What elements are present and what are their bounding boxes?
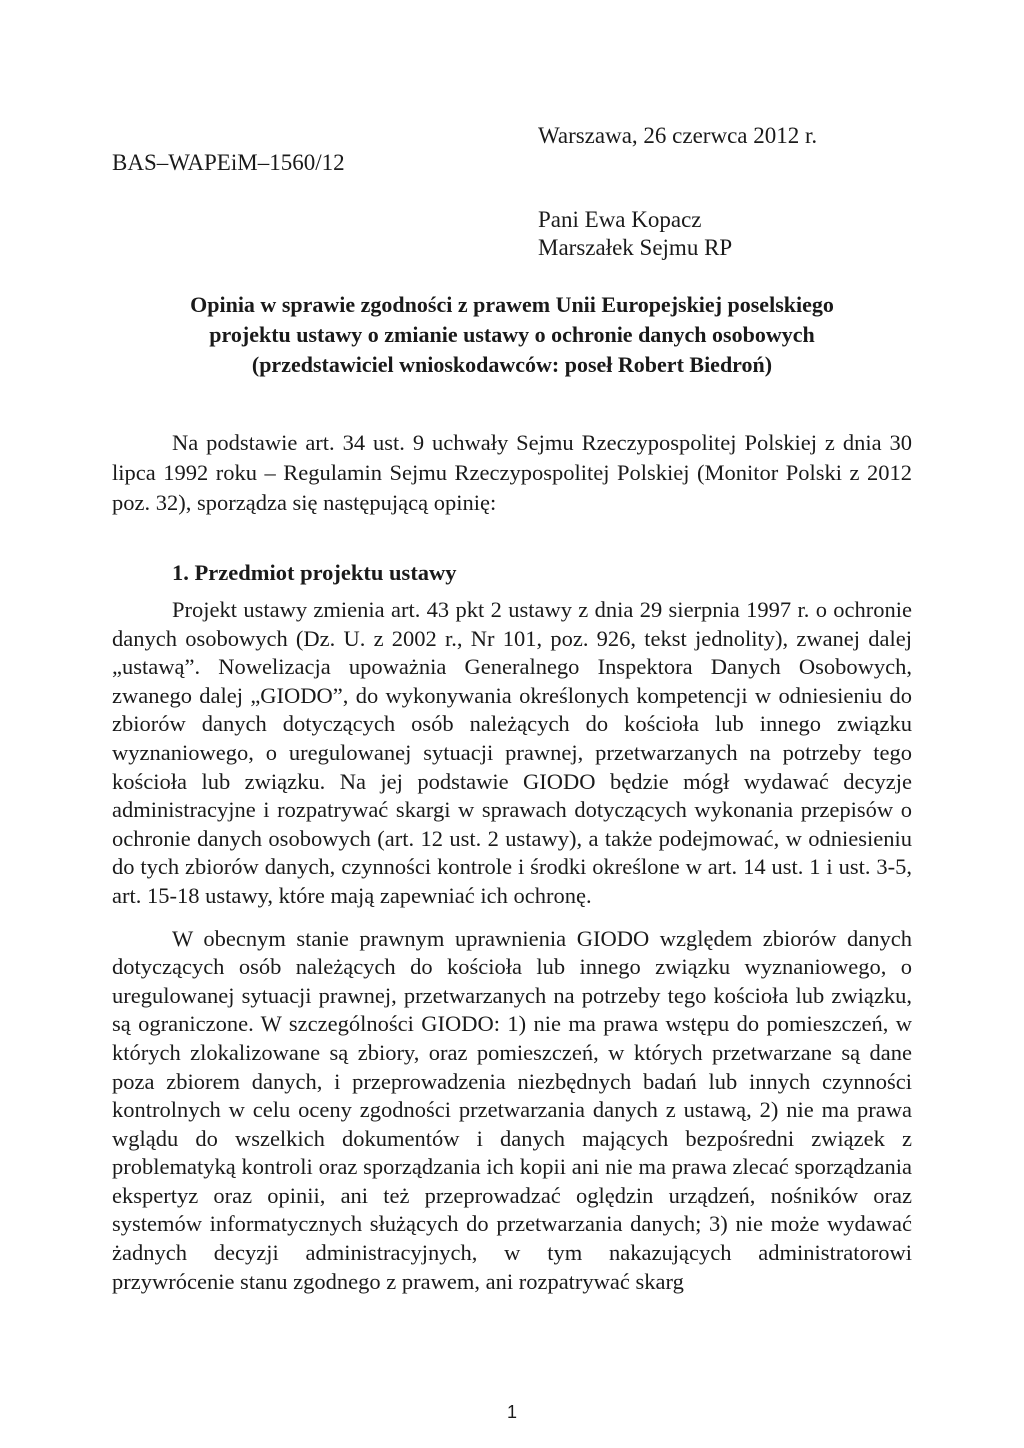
- document-title-line: projektu ustawy o zmianie ustawy o ochronie danych osobowych: [209, 322, 815, 347]
- document-date: Warszawa, 26 czerwca 2012 r.: [538, 123, 818, 148]
- document-title: [112, 290, 912, 380]
- addressee-name: Pani Ewa Kopacz: [538, 207, 702, 232]
- document-reference-number: BAS–WAPEiM–1560/12: [112, 150, 345, 175]
- intro-section: [112, 428, 912, 518]
- page-number: 1: [506, 1402, 517, 1422]
- intro-paragraph: Na podstawie art. 34 ust. 9 uchwały Sejmu Rzeczypospolitej Polskiej z dnia 30 lipca 1992 roku – Regulamin Sejmu Rzeczypospolitej Polskiej (Monitor Polski z 2012 poz. 32), sporządza się następującą opinię:: [112, 430, 912, 515]
- body-paragraph: Projekt ustawy zmienia art. 43 pkt 2 ustawy z dnia 29 sierpnia 1997 r. o ochronie danych osobowych (Dz. U. z 2002 r., Nr 101, poz. 926, tekst jednolity), zwanej dalej „ustawą”. Nowelizacja upoważnia Generalnego Inspektora Danych Osobowych, zwanego dalej „GIODO”, do wykonywania określonych kompetencji w odniesieniu do zbiorów danych dotyczących osób należących do kościoła lub innego związku wyznaniowego, o uregulowanej sytuacji prawnej, przetwarzanych na potrzeby tego kościoła lub związku. Na jej podstawie GIODO będzie mógł wydawać decyzje administracyjne i rozpatrywać skargi w sprawach dotyczących wykonania przepisów o ochronie danych osobowych (art. 12 ust. 2 ustawy), a także podejmować, w odniesieniu do tych zbiorów danych, czynności kontrole i środki określone w art. 14 ust. 1 i ust. 3-5, art. 15-18 ustawy, które mają zapewniać ich ochronę.: [112, 597, 912, 908]
- document-title-line: (przedstawiciel wnioskodawców: poseł Robert Biedroń): [251, 352, 773, 377]
- section-heading: 1. Przedmiot projektu ustawy: [172, 560, 457, 585]
- addressee-title: Marszałek Sejmu RP: [538, 235, 733, 260]
- document-title-line: Opinia w sprawie zgodności z prawem Unii Europejskiej poselskiego: [190, 292, 834, 317]
- body-paragraph: W obecnym stanie prawnym uprawnienia GIODO względem zbiorów danych dotyczących osób należących do kościoła lub innego związku wyznaniowego, o uregulowanej sytuacji prawnej, przetwarzanych na potrzeby tego kościoła lub związku, są ograniczone. W szczególności GIODO: 1) nie ma prawa wstępu do pomieszczeń, w których zlokalizowane są zbiory, oraz pomieszczeń, w których przetwarzane są dane poza zbiorem danych, i przeprowadzenia niezbędnych badań lub innych czynności kontrolnych w celu oceny zgodności przetwarzania danych z ustawą, 2) nie ma prawa wglądu do wszelkich dokumentów i danych mających bezpośredni związek z problematyką kontroli oraz sporządzania ich kopii ani nie ma prawa zlecać sporządzania ekspertyz oraz opinii, ani też przeprowadzać oględzin urządzeń, nośników oraz systemów informatycznych służących do przetwarzania danych; 3) nie może wydawać żadnych decyzji administracyjnych, w tym nakazujących administratorowi przywrócenie stanu zgodnego z prawem, ani rozpatrywać skarg: [112, 925, 912, 1294]
- section-body: [112, 596, 912, 1310]
